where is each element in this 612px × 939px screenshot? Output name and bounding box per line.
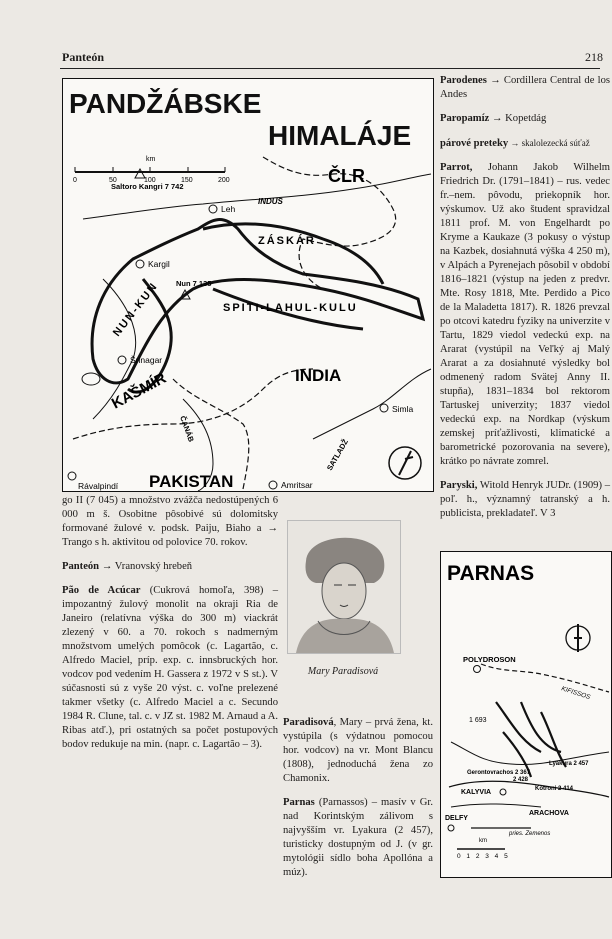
peak-label: Nun 7 135 <box>176 279 212 288</box>
entry-head: Pão de Acúcar <box>62 585 141 596</box>
region-label: ČLR <box>328 166 365 186</box>
header-rule <box>60 68 600 69</box>
entry-head: Parrot, <box>440 162 473 173</box>
elevation-label: 1 693 <box>469 717 487 724</box>
city-label: Šrinagar <box>130 355 163 365</box>
river-label: KIFISSOS <box>560 685 592 702</box>
place-marker-icon <box>448 825 454 831</box>
entry-head: párové preteky <box>440 138 509 149</box>
scale-unit: km <box>479 838 487 844</box>
entry-parrot <box>440 161 610 469</box>
range-label: ZÁSKÁR <box>258 235 316 247</box>
entry-body: → Cordillera Central de los Andes <box>440 75 610 100</box>
running-header: Panteón <box>62 50 104 64</box>
entry-head: Paropamíz <box>440 113 490 124</box>
city-marker-icon <box>209 205 217 213</box>
entry-parodenes <box>440 74 610 102</box>
range-label: NUN-KUN <box>110 279 161 339</box>
parnas-title: PARNAS <box>447 562 535 585</box>
entry-body: (Cukrová homoľa, 398) – impozantný žulový monolit na okraji Ria de Janeiro (relatívna výška do 300 m) viackrát zlezený v 60. a 70. rokoch s nadmerným množstvom umelých pomôcok (c. Lagartão, c. Alfredo Maciel, príp. exp. c. innsbruckých hor. vodcov pod vedením H. Gassera z 1972 v S st.). V súčasnosti sú z vyše 20 výst. c. voľne prelezené takmer všetky (c. Alfredo Maciel a c. Secundo 1984 R. Clune, tal. c. v JZ st. 1982 M. Arnaud a A. Ribas atď.), pri ostatných sa počet postupových bodov redukuje na min. (napr. c. Lagartão – 3). <box>62 585 278 750</box>
river-label: INDUS <box>258 197 283 206</box>
place-label: Kotroni 2 414 <box>535 786 574 792</box>
entry-body: → Vranovský hrebeň <box>99 561 193 572</box>
right-column <box>440 74 610 531</box>
entry-body: (Parnassos) – masív v Gr. nad Korintským zálivom s najvyšším vr. Lyakura (2 457), turisticky dostupným od J. (v gr. mytológii sídlo boha Apollóna a múz). <box>283 797 433 878</box>
peak-label: Saltoro Kangri 7 742 <box>111 182 184 191</box>
region-label: PAKISTAN <box>149 472 234 491</box>
city-marker-icon <box>136 260 144 268</box>
scale-tick: 0 <box>73 177 77 184</box>
portrait-caption: Mary Paradisová <box>307 666 379 677</box>
range-label: SPITI-LAHUL-KULU <box>223 302 358 314</box>
city-marker-icon <box>68 472 76 480</box>
pandzabske-himalaje-map <box>62 78 434 492</box>
place-label: DELFY <box>445 815 468 822</box>
region-label: INDIA <box>295 366 342 385</box>
entry-parove-preteky <box>440 136 610 151</box>
entry-head: Parodenes <box>440 75 487 86</box>
place-label: Lyakura 2 457 <box>549 761 589 767</box>
entry-pao-de-acucar <box>62 584 278 752</box>
place-label: ARACHOVA <box>529 810 569 817</box>
entry-paropamiz <box>440 112 610 126</box>
place-marker-icon <box>474 666 481 673</box>
place-label: 2 428 <box>513 777 529 783</box>
parnas-map <box>440 551 612 878</box>
river-label: SATLADŽ <box>324 437 350 472</box>
entry-paryski <box>440 479 610 521</box>
scale-tick: 150 <box>181 177 193 184</box>
entry-parnas <box>283 796 433 880</box>
place-marker-icon <box>500 789 506 795</box>
city-marker-icon <box>269 481 277 489</box>
entry-paradisova <box>283 716 433 786</box>
city-label: Kargil <box>148 259 170 269</box>
river-label: ČANÁB <box>178 414 196 444</box>
scale-tick: 100 <box>144 177 156 184</box>
map-title-line1: PANDŽÁBSKE <box>69 88 262 119</box>
portrait-image <box>287 520 401 654</box>
scale-ticks: 0 1 2 3 4 5 <box>457 853 510 860</box>
scale-unit: km <box>146 156 156 163</box>
place-label: POLYDROSON <box>463 655 516 664</box>
city-label: Rávalpindí <box>78 481 119 491</box>
entry-body: → Kopetdág <box>489 113 547 124</box>
entry-head: Parnas <box>283 797 315 808</box>
page-number: 218 <box>585 50 603 64</box>
entry-head: Paryski, <box>440 480 478 491</box>
left-column <box>62 494 278 762</box>
continuation-paragraph: go II (7 045) a množstvo zvážča nedostúpených 6 000 m š. Osobitne pôsobivé sú dolomitsky formované žulové v. podsk. Paiju, Biaho a → Trango s h. aktivitou od polovice 70. rokov. <box>62 495 278 548</box>
place-label: Gerontovrachos 2 367 <box>467 770 531 776</box>
scale-tick: 50 <box>109 177 117 184</box>
map-title-line2: HIMALÁJE <box>268 120 412 151</box>
entry-panteon <box>62 560 278 574</box>
scale-tick: 200 <box>218 177 230 184</box>
region-label: KAŠMÍR <box>108 369 170 413</box>
city-marker-icon <box>118 356 126 364</box>
middle-column <box>283 716 433 890</box>
city-label: Amritsar <box>281 480 313 490</box>
place-label: KALYVIA <box>461 789 492 796</box>
entry-body: Witold Henryk JUDr. (1909) – poľ. h., významný tatranský a h. publicista, prekladateľ. V 3 <box>440 480 610 519</box>
entry-body: , Mary – prvá žena, kt. vystúpila (s výdatnou pomocou hor. vodcov) na vr. Mont Blancu (1808), jednoduchá žena zo Chamonix. <box>283 717 433 784</box>
entry-head: Panteón <box>62 561 100 572</box>
entry-head: Paradisová <box>283 717 334 728</box>
place-label: pries. Zemenos <box>509 831 551 837</box>
city-marker-icon <box>380 404 388 412</box>
entry-body: Johann Jakob Wilhelm Friedrich Dr. (1791–1841) – rus. vedec fr.–nem. pôvodu, priekopník hor. výskumov. Už ako študent spravidzal 1811 prof. M. von Engelhardt po Kryme a Kaukaze (3 pokusy o výstup na Kazbek, dosiahnutá výška 4 250 m), v Alpách a Pyrenejach pôsobil v období 1816–1821 (výstup na jeden z predvr. Mte. Rosy 1818, Mte. Perdido a Pico de la Maladetta 1817). R. 1826 prevzal po otcovi katedru fyziky na univerzite v Tartu, 1829 viedol vedeckú exp. na Ararat (vystúpil na Veľký aj Malý Ararat a za dosiahnuté výsledky bol odmenený radom Svätej Anny II. stupňa), 1831–1834 bol rektorom Tartuskej univerzity; 1837 viedol vedeckú exp. na Nordkap (výskum zemskej príťažlivosti, klimatické a barometrické pozorovania na severe), krátko po návrate zomrel. <box>440 162 610 467</box>
city-label: Leh <box>221 204 236 214</box>
entry-body: → skalolezecká súťaž <box>508 138 590 148</box>
city-label: Simla <box>392 404 414 414</box>
